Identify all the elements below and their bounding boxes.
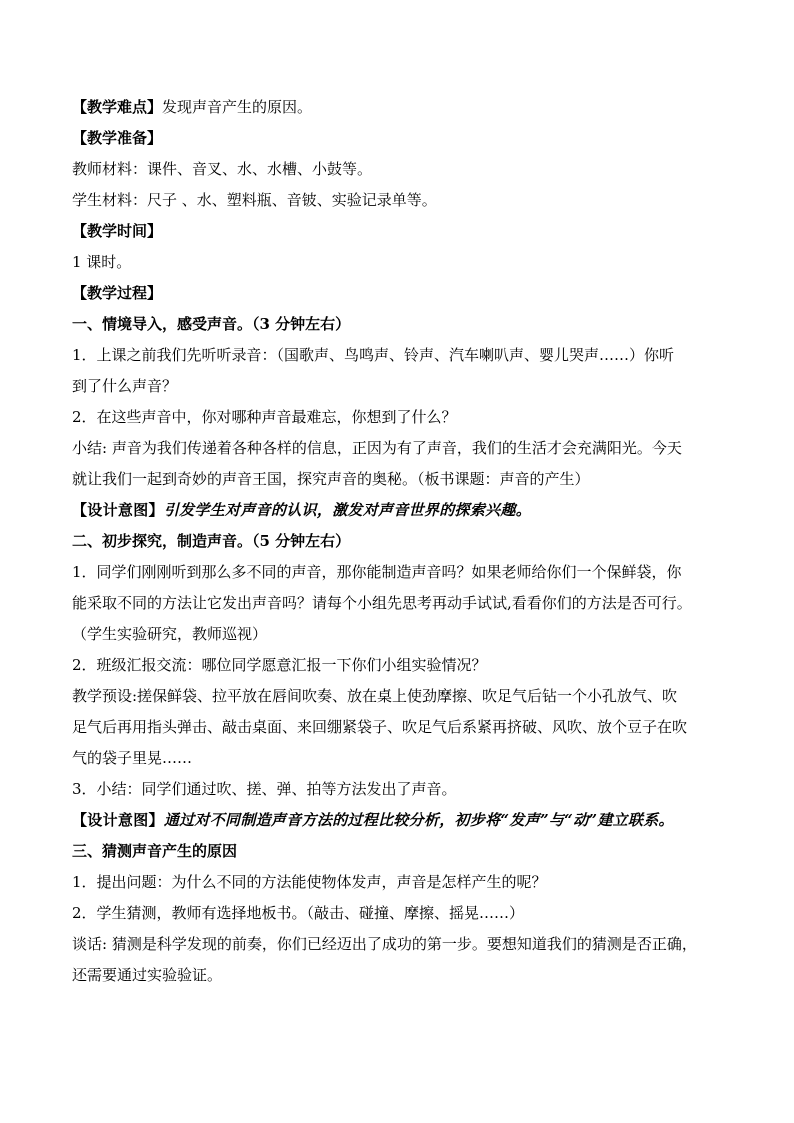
design-intent-text: 引发学生对声音的认识，激发对声音世界的探索兴趣。 [163, 501, 532, 519]
paragraph-line: 1．提出问题：为什么不同的方法能使物体发声，声音是怎样产生的呢？ [72, 873, 547, 891]
teaching-difficulty-line [72, 92, 732, 123]
design-intent-label: 【设计意图】 [72, 501, 164, 519]
paragraph-line: 1．同学们刚刚听到那么多不同的声音，那你能制造声音吗？如果老师给你们一个保鲜袋，你 [72, 563, 682, 581]
paragraph-line: 谈话: 猜测是科学发现的前奏，你们已经迈出了成功的第一步。要想知道我们的猜测是否正确， [72, 935, 697, 953]
paragraph-line: 气的袋子里晃…… [72, 749, 193, 767]
section-1-heading: 一、情境导入，感受声音。（3 分钟左右） [72, 315, 351, 333]
teaching-difficulty-text: 发现声音产生的原因。 [162, 98, 313, 116]
paragraph-line: 能采取不同的方法让它发出声音吗？请每个小组先思考再动手试试,看看你们的方法是否可行。 [72, 594, 692, 612]
paragraph-line: 2．班级汇报交流：哪位同学愿意汇报一下你们小组实验情况？ [72, 656, 487, 674]
paragraph-line: 3．小结：同学们通过吹、搓、弹、拍等方法发出了声音。 [72, 780, 457, 798]
paragraph-line: 1．上课之前我们先听听录音：（国歌声、鸟鸣声、铃声、汽车喇叭声、婴儿哭声……）你听 [72, 346, 675, 364]
design-intent-text: 通过对不同制造声音方法的过程比较分析，初步将“发声”与“动”建立联系。 [163, 811, 674, 829]
teaching-difficulty-heading: 【教学难点】 [72, 98, 163, 116]
document-body [72, 92, 732, 991]
paragraph-line: 2．在这些声音中，你对哪种声音最难忘，你想到了什么？ [72, 408, 457, 426]
summary-line: 就让我们一起到奇妙的声音王国，探究声音的奥秘。（板书课题：声音的产生） [72, 470, 590, 488]
teaching-time-text: 1 课时。 [72, 253, 132, 271]
paragraph-line: （学生实验研究，教师巡视） [72, 625, 268, 643]
teaching-time-heading: 【教学时间】 [72, 222, 163, 240]
design-intent-2 [72, 805, 732, 836]
paragraph-line: 足气后再用指头弹击、敲击桌面、来回绷紧袋子、吹足气后系紧再挤破、风吹、放个豆子在吹 [72, 718, 688, 736]
design-intent-1 [72, 495, 732, 526]
paragraph-line: 还需要通过实验验证。 [72, 966, 223, 984]
teaching-process-heading: 【教学过程】 [72, 284, 163, 302]
student-materials: 学生材料：尺子 、水、塑料瓶、音铍、实验记录单等。 [72, 191, 437, 209]
teaching-preparation-heading: 【教学准备】 [72, 129, 163, 147]
section-2-heading: 二、初步探究，制造声音。（5 分钟左右） [72, 532, 351, 550]
teacher-materials: 教师材料：课件、音叉、水、水槽、小鼓等。 [72, 160, 373, 178]
paragraph-line: 教学预设:搓保鲜袋、拉平放在唇间吹奏、放在桌上使劲摩擦、吹足气后钻一个小孔放气、吹 [72, 687, 678, 705]
paragraph-line: 2．学生猜测，教师有选择地板书。（敲击、碰撞、摩擦、摇晃……） [72, 904, 525, 922]
summary-line: 小结: 声音为我们传递着各种各样的信息，正因为有了声音，我们的生活才会充满阳光。今天 [72, 439, 682, 457]
design-intent-label: 【设计意图】 [72, 811, 164, 829]
paragraph-line: 到了什么声音？ [72, 377, 178, 395]
section-3-heading: 三、猜测声音产生的原因 [72, 842, 238, 860]
